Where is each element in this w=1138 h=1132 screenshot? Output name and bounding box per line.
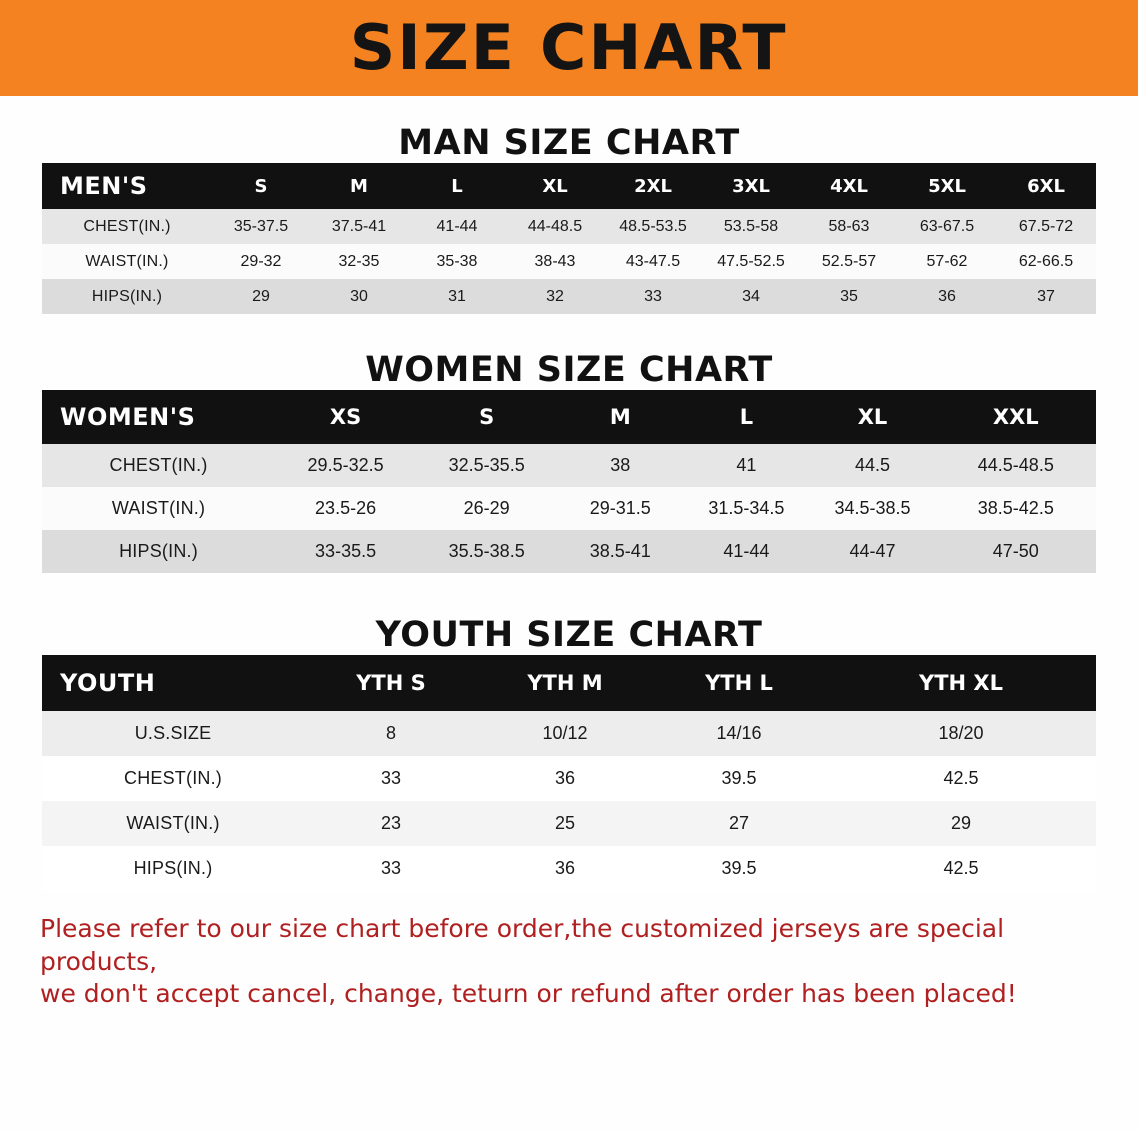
women-header-cell: L [739, 405, 754, 429]
table-cell: 44.5-48.5 [977, 455, 1054, 475]
table-cell: 38.5-41 [589, 541, 651, 561]
table-cell: 38 [610, 455, 631, 475]
table-cell: 58-63 [828, 217, 870, 235]
table-cell: 39.5 [721, 858, 757, 878]
table-cell: 42.5 [943, 768, 979, 788]
women-header-cell: M [609, 405, 631, 429]
table-cell: 10/12 [542, 723, 588, 743]
women-table-header-row [42, 390, 1096, 444]
row-label: HIPS(IN.) [119, 541, 198, 561]
youth-section-heading: YOUTH SIZE CHART [375, 615, 763, 655]
table-row [42, 711, 1096, 756]
table-row [42, 530, 1096, 573]
table-cell: 35.5-38.5 [448, 541, 525, 561]
row-label: HIPS(IN.) [91, 287, 163, 305]
women-section-heading: WOMEN SIZE CHART [365, 350, 773, 390]
table-cell: 34 [742, 287, 760, 305]
youth-header-cell: YTH M [527, 671, 603, 695]
table-cell: 29 [252, 287, 270, 305]
disclaimer-note [40, 913, 1098, 1011]
row-label: WAIST(IN.) [126, 813, 220, 833]
man-header-cell: 4XL [830, 175, 868, 197]
youth-table-wrap [42, 655, 1096, 891]
disclaimer-line-1: Please refer to our size chart before order,the customized jerseys are special products, [40, 914, 1005, 976]
table-cell: 35 [840, 287, 858, 305]
table-cell: 33 [380, 768, 402, 788]
table-cell: 25 [554, 813, 576, 833]
table-cell: 47.5-52.5 [717, 252, 785, 270]
table-cell: 33 [380, 858, 402, 878]
table-cell: 36 [554, 858, 576, 878]
table-row [42, 244, 1096, 279]
women-header-cell: S [479, 405, 495, 429]
youth-header-cell: YTH S [356, 671, 426, 695]
banner [0, 0, 1138, 96]
youth-header-cell: YOUTH [60, 669, 156, 697]
table-cell: 41-44 [436, 217, 478, 235]
table-row [42, 756, 1096, 801]
table-cell: 32-35 [338, 252, 380, 270]
man-table-wrap [42, 163, 1096, 314]
man-header-cell: 6XL [1027, 175, 1065, 197]
youth-table-header-row [42, 655, 1096, 711]
table-cell: 27 [728, 813, 750, 833]
table-cell: 29.5-32.5 [307, 455, 384, 475]
table-cell: 23.5-26 [315, 498, 377, 518]
table-cell: 23 [380, 813, 402, 833]
table-cell: 44.5 [855, 455, 891, 475]
man-header-cell: 5XL [928, 175, 966, 197]
table-cell: 14/16 [716, 723, 762, 743]
table-cell: 29-32 [240, 252, 282, 270]
women-header-cell: XL [857, 405, 888, 429]
table-cell: 41-44 [723, 541, 770, 561]
table-cell: 62-66.5 [1018, 252, 1074, 270]
row-label: CHEST(IN.) [83, 217, 171, 235]
table-cell: 67.5-72 [1018, 217, 1074, 235]
table-cell: 35-37.5 [233, 217, 289, 235]
row-label: U.S.SIZE [134, 723, 212, 743]
man-section-heading: MAN SIZE CHART [398, 123, 740, 163]
table-row [42, 444, 1096, 487]
man-header-cell: XL [542, 175, 568, 197]
table-cell: 31.5-34.5 [708, 498, 785, 518]
table-cell: 37.5-41 [331, 217, 387, 235]
table-row [42, 846, 1096, 891]
table-cell: 34.5-38.5 [834, 498, 911, 518]
table-cell: 33-35.5 [315, 541, 377, 561]
table-cell: 32.5-35.5 [448, 455, 525, 475]
table-cell: 38.5-42.5 [977, 498, 1054, 518]
table-cell: 42.5 [943, 858, 979, 878]
table-cell: 33 [644, 287, 662, 305]
row-label: CHEST(IN.) [124, 768, 222, 788]
table-cell: 63-67.5 [919, 217, 975, 235]
table-cell: 26-29 [463, 498, 510, 518]
women-header-cell: XXL [992, 405, 1039, 429]
disclaimer-line-2: we don't accept cancel, change, teturn or refund after order has been placed! [40, 979, 1017, 1008]
table-cell: 29-31.5 [589, 498, 651, 518]
table-cell: 37 [1037, 287, 1055, 305]
women-header-cell: XS [329, 405, 362, 429]
man-header-cell: L [451, 175, 463, 197]
row-label: HIPS(IN.) [133, 858, 213, 878]
man-header-cell: MEN'S [60, 172, 148, 200]
table-cell: 44-48.5 [527, 217, 583, 235]
man-header-cell: 3XL [732, 175, 770, 197]
table-cell: 8 [385, 723, 396, 743]
table-cell: 38-43 [534, 252, 576, 270]
youth-header-cell: YTH XL [919, 671, 1003, 695]
table-cell: 30 [350, 287, 368, 305]
man-header-cell: S [254, 175, 268, 197]
women-table-wrap [42, 390, 1096, 573]
table-cell: 36 [554, 768, 576, 788]
table-cell: 35-38 [436, 252, 478, 270]
row-label: WAIST(IN.) [85, 252, 169, 270]
table-cell: 39.5 [721, 768, 757, 788]
man-table-header-row [42, 163, 1096, 209]
table-cell: 36 [938, 287, 956, 305]
table-row [42, 279, 1096, 314]
table-cell: 53.5-58 [723, 217, 779, 235]
table-cell: 48.5-53.5 [619, 217, 687, 235]
table-row [42, 209, 1096, 244]
youth-header-cell: YTH L [705, 671, 773, 695]
table-cell: 52.5-57 [821, 252, 877, 270]
table-cell: 32 [546, 287, 564, 305]
page-title: SIZE CHART [350, 11, 788, 84]
man-size-table [42, 163, 1096, 314]
man-header-cell: 2XL [634, 175, 672, 197]
table-row [42, 487, 1096, 530]
table-cell: 18/20 [938, 723, 984, 743]
table-cell: 44-47 [849, 541, 896, 561]
table-cell: 29 [950, 813, 972, 833]
row-label: WAIST(IN.) [111, 498, 206, 518]
table-cell: 43-47.5 [625, 252, 681, 270]
table-cell: 31 [448, 287, 466, 305]
table-cell: 41 [736, 455, 757, 475]
youth-size-table [42, 655, 1096, 891]
table-cell: 47-50 [992, 541, 1039, 561]
man-header-cell: M [350, 175, 368, 197]
table-cell: 57-62 [926, 252, 968, 270]
table-row [42, 801, 1096, 846]
row-label: CHEST(IN.) [109, 455, 208, 475]
women-header-cell: WOMEN'S [60, 403, 196, 431]
women-size-table [42, 390, 1096, 573]
